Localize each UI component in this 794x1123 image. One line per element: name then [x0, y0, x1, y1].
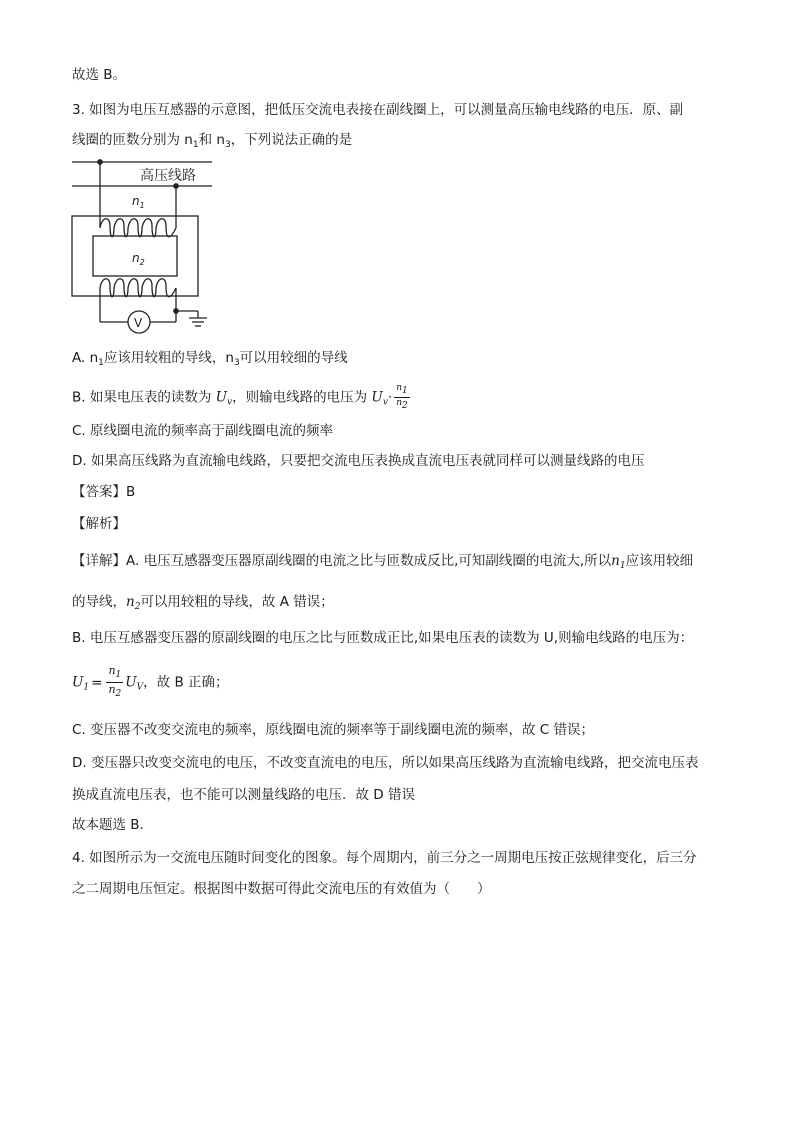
option-c: C. 原线圈电流的频率高于副线圈电流的频率 [72, 423, 334, 439]
question-4-line2: 之二周期电压恒定。根据图中数据可得此交流电压的有效值为（ ） [72, 881, 491, 897]
option-text: 应该用较粗的导线，n [103, 350, 234, 366]
math-dot: · [387, 389, 393, 406]
subscript: 1 [83, 682, 90, 693]
subscript: 3 [224, 140, 231, 150]
option-text: B. 如果电压表的读数为 [72, 389, 216, 406]
stem-text: 和 n [198, 132, 225, 148]
detail-text: 应该用较细 [625, 553, 694, 569]
detail-line5: D. 变压器只改变交流电的电压，不改变直流电的电压，所以如果高压线路为直流输电线路，把交流电压表 [72, 755, 699, 771]
detail-line3: B. 电压互感器变压器的原副线圈的电压之比与匝数成正比,如果电压表的读数为 U,则输电线路的电压为： [72, 630, 694, 646]
math-var: U [72, 674, 84, 691]
subscript: 1 [98, 358, 104, 368]
math-var: U [371, 389, 383, 406]
subscript: 3 [233, 358, 240, 368]
subscript: 1 [402, 386, 408, 396]
answer-tag: 【答案】 [72, 484, 126, 500]
subscript: 1 [115, 670, 122, 680]
subscript: v [227, 397, 233, 408]
question-3-stem-line1: 3. 如图为电压互感器的示意图，把低压交流电表接在副线圈上，可以测量高压输电线路的电压．原、副 [72, 102, 684, 118]
answer-value: B [126, 484, 136, 500]
fraction [394, 383, 410, 412]
equals-sign: = [91, 674, 103, 691]
subscript: 2 [115, 689, 122, 699]
math-var: U [125, 674, 137, 691]
subscript: V [136, 682, 144, 693]
detail-conclusion: 故本题选 B． [72, 817, 154, 833]
detail-tag: 【详解】 [72, 553, 126, 569]
stem-text: ，下列说法正确的是 [230, 132, 353, 148]
detail-text: 可以用较粗的导线，故 A 错误； [140, 594, 334, 610]
option-b [72, 383, 412, 412]
detail-line2 [72, 593, 334, 616]
high-voltage-line-label: 高压线路 [140, 168, 196, 184]
subscript: 2 [402, 401, 408, 411]
equation-line [72, 664, 229, 701]
previous-conclusion: 故选 B。 [72, 67, 127, 83]
voltage-transformer-figure [66, 156, 226, 336]
detail-line1 [72, 552, 693, 575]
math-var: n [611, 553, 620, 569]
primary-coil-label: $n_1$ [132, 194, 145, 210]
option-text: 可以用较细的导线 [239, 350, 348, 366]
math-var: U [215, 389, 228, 406]
subscript: 2 [134, 602, 141, 612]
detail-text: ，故 B 正确； [143, 674, 229, 691]
subscript: 1 [619, 561, 626, 571]
detail-text: A. 电压互感器变压器原副线圈的电流之比与匝数成反比,可知副线圈的电流大,所以 [126, 553, 612, 569]
option-text: ，则输电线路的电压为 [232, 389, 372, 406]
math-var: n [396, 398, 402, 408]
question-4-line1: 4. 如图所示为一交流电压随时间变化的图象。每个周期内，前三分之一周期电压按正弦规律变化，后三分 [72, 850, 697, 866]
answer-line [72, 483, 135, 501]
fraction [106, 664, 123, 701]
detail-line4: C. 变压器不改变交流电的频率，原线圈电流的频率等于副线圈电流的频率，故 C 错误； [72, 722, 595, 738]
detail-text: 的导线， [72, 594, 126, 610]
analysis-tag: 【解析】 [72, 516, 126, 532]
math-var: n [108, 664, 116, 677]
option-d: D. 如果高压线路为直流输电线路，只要把交流电压表换成直流电压表就同样可以测量线路的电压 [72, 453, 645, 469]
subscript: v [382, 397, 388, 408]
subscript: 1 [192, 140, 199, 150]
math-var: n [126, 594, 135, 610]
option-a [72, 349, 348, 372]
stem-text: 线圈的匝数分别为 n [72, 132, 193, 148]
math-var: n [108, 683, 116, 696]
secondary-coil-label: $n_2$ [132, 251, 145, 267]
question-3-stem-line2 [72, 131, 352, 154]
voltmeter-label: V [134, 316, 143, 330]
math-var: n [396, 383, 402, 393]
option-text: A. n [72, 350, 99, 366]
detail-line6: 换成直流电压表，也不能可以测量线路的电压．故 D 错误 [72, 787, 415, 803]
